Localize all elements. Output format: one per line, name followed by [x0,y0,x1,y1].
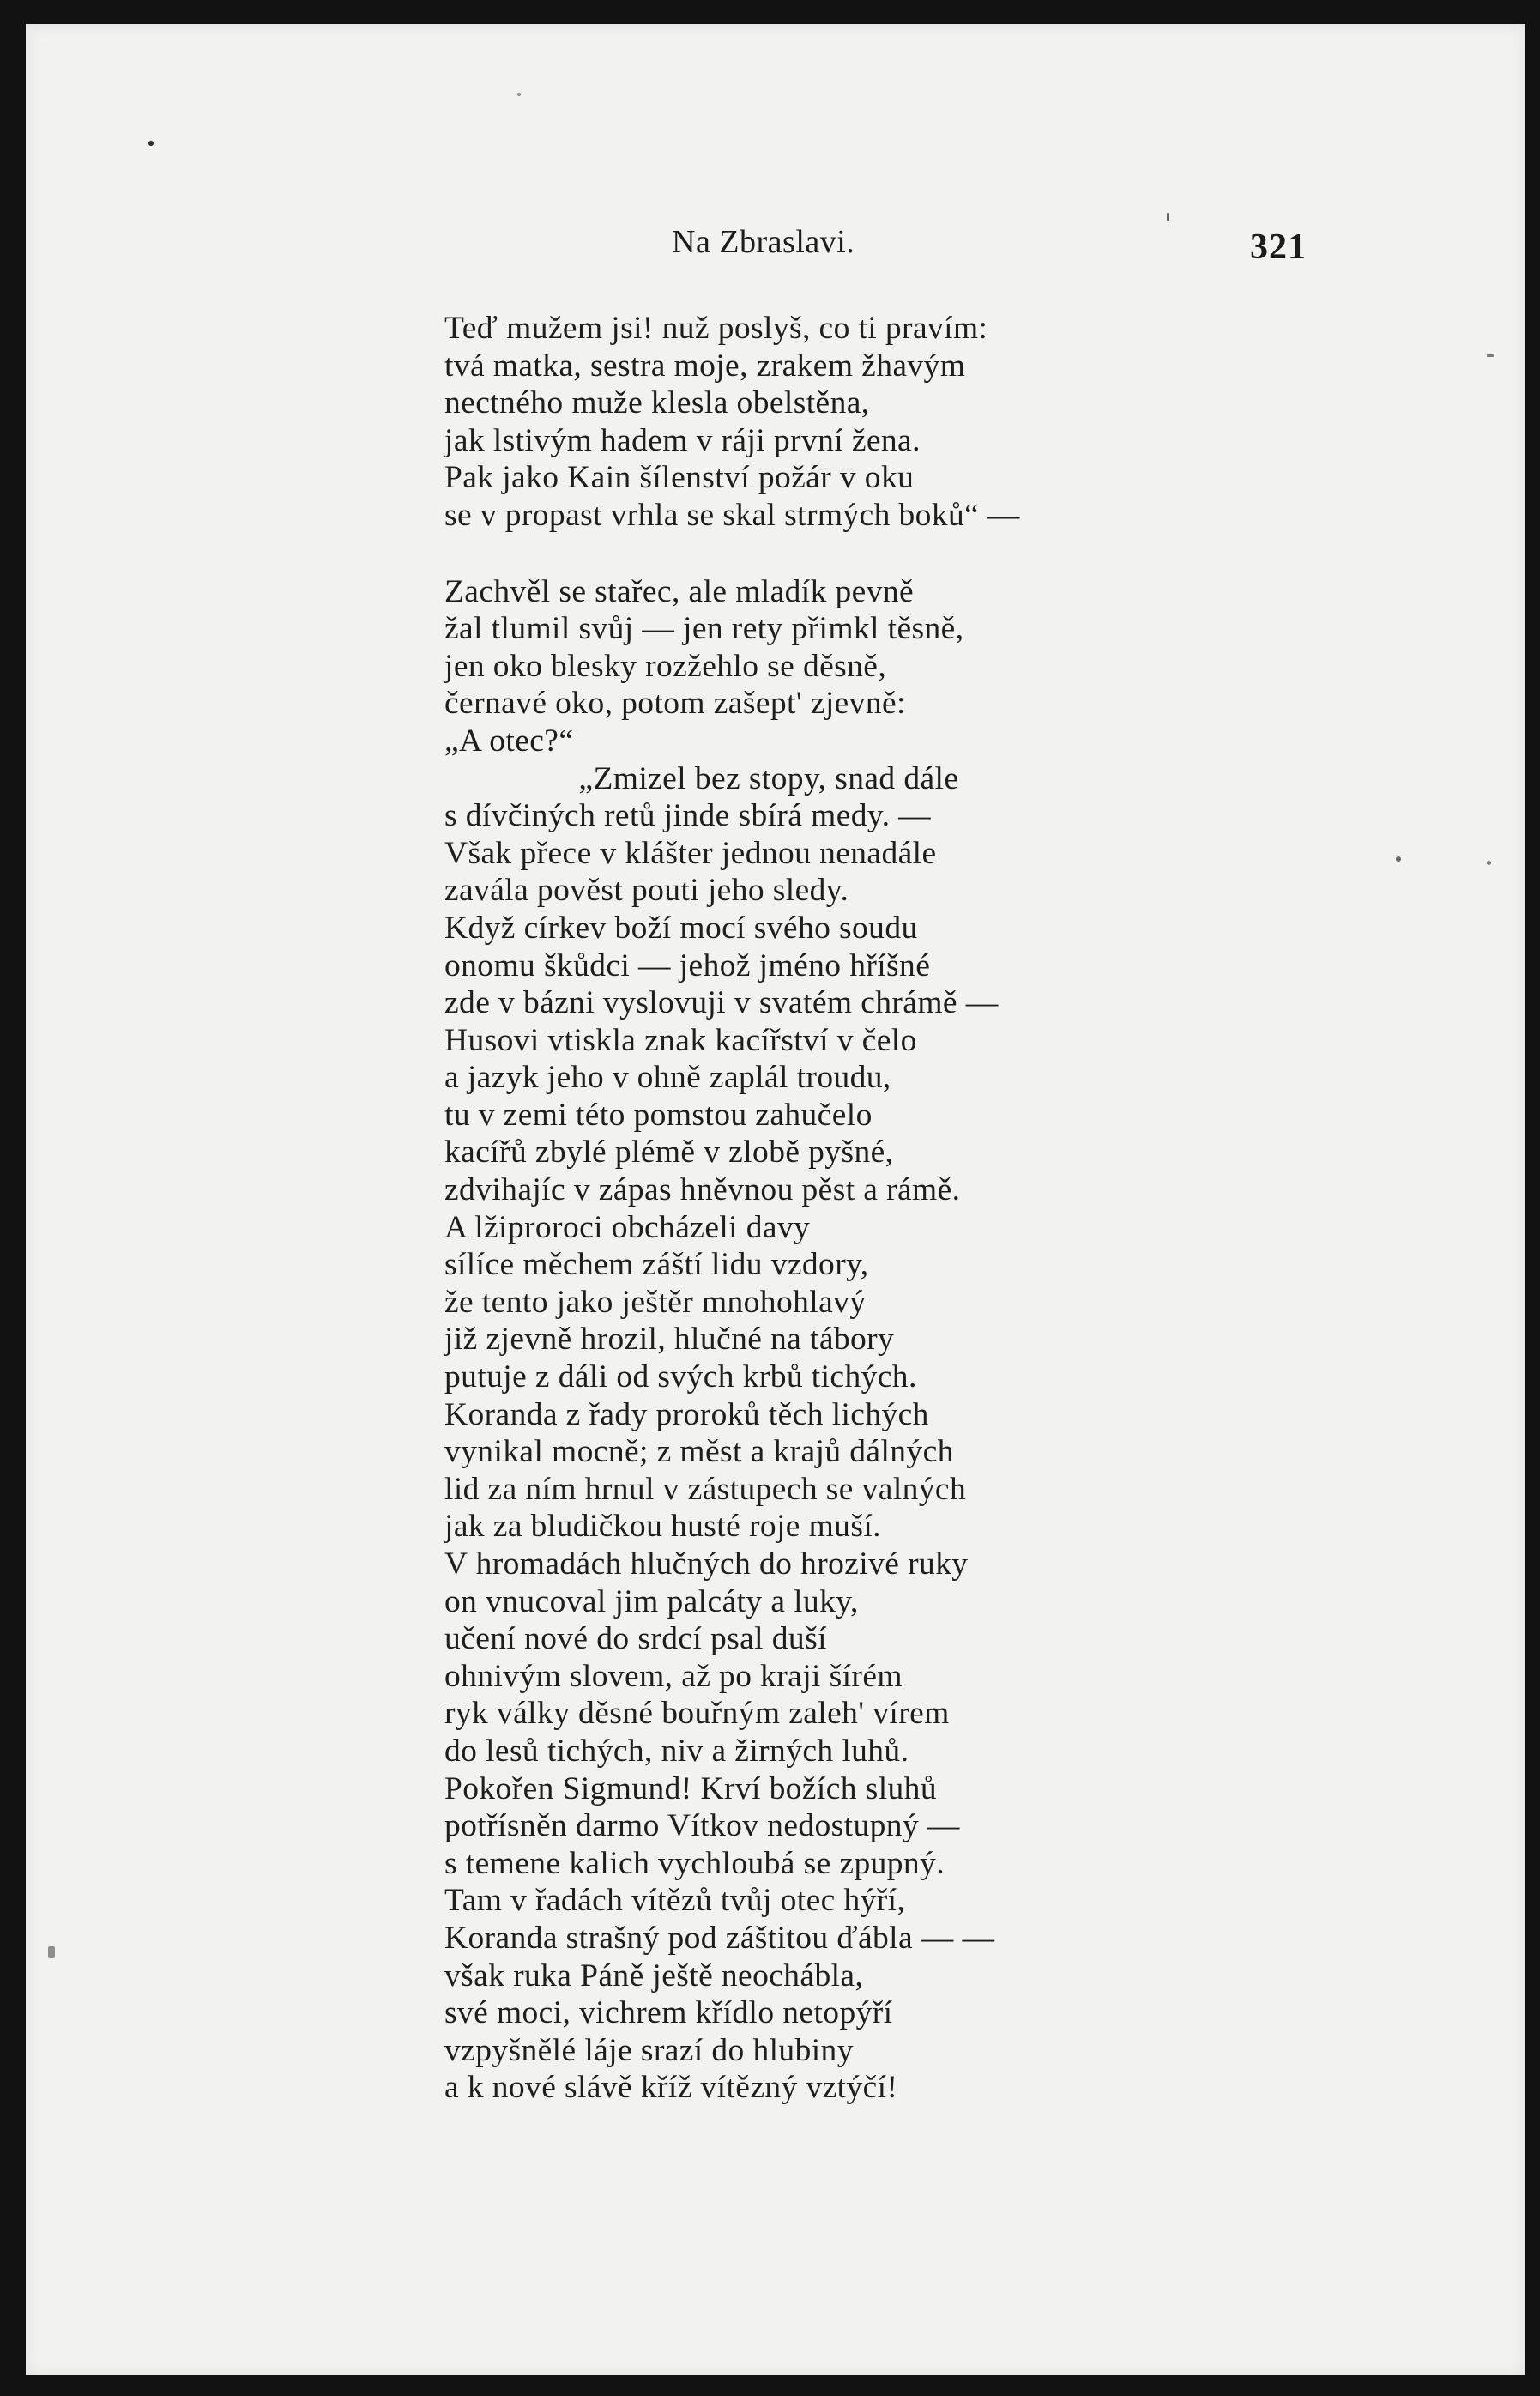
verse-line: Koranda z řady proroků těch lichých [444,1396,929,1432]
verse-line: a jazyk jeho v ohně zaplál troudu, [444,1060,891,1096]
verse-line: A lžiproroci obcházeli davy [444,1209,811,1245]
verse-line: do lesů tichých, niv a žirných luhů. [444,1733,909,1769]
ink-speck [1487,861,1491,865]
ink-speck [1167,213,1169,221]
verse-line: s temene kalich vychloubá se zpupný. [444,1845,945,1881]
verse-line: Když církev boží mocí svého soudu [444,910,918,946]
verse-line: jak lstivým hadem v ráji první žena. [444,422,921,458]
verse-line: učení nové do srdcí psal duší [444,1621,827,1657]
ink-speck [1487,354,1494,357]
verse-line: nectného muže klesla obelstěna, [444,385,870,421]
verse-line: zavála pověst pouti jeho sledy. [444,873,849,909]
verse-line: černavé oko, potom zašept' zjevně: [444,686,906,722]
running-head [26,223,1525,275]
verse-line: kacířů zbylé plémě v zlobě pyšné, [444,1134,894,1171]
book-page [26,24,1525,2375]
verse-line: Teď mužem jsi! nuž poslyš, co ti pravím: [444,311,988,346]
verse-line: jak za bludičkou husté roje muší. [444,1509,881,1545]
verse-line: on vnucoval jim palcáty a luky, [444,1583,859,1619]
verse-line: že tento jako ještěr mnohohlavý [444,1284,867,1320]
verse-line: Pokořen Sigmund! Krví božích sluhů [444,1770,937,1806]
poem-text [444,310,1474,2107]
verse-line: jen oko blesky rozžehlo se děsně, [444,648,887,684]
verse-line: ohnivým slovem, až po kraji šírém [444,1658,903,1694]
verse-line: „Zmizel bez stopy, snad dále [444,760,959,796]
page-number: 321 [1250,227,1307,267]
verse-line: Husovi vtiskla znak kacířství v čelo [444,1022,917,1058]
verse-line: Koranda strašný pod záštitou ďábla — — [444,1920,995,1956]
verse-line: Však přece v klášter jednou nenadále [444,835,937,871]
verse-line: a k nové slávě kříž vítězný vztýčí! [444,2070,898,2106]
verse-line: sílíce měchem záští lidu vzdory, [444,1247,869,1283]
verse-line: zde v bázni vyslovuji v svatém chrámě — [444,985,999,1021]
verse-line: již zjevně hrozil, hlučné na tábory [444,1322,895,1358]
verse-line: se v propast vrhla se skal strmých boků“ — [444,497,1020,533]
verse-line: onomu škůdci — jehož jméno hříšné [444,947,931,983]
verse-line: své moci, vichrem křídlo netopýří [444,1995,893,2031]
stanza [444,573,1474,2107]
verse-line: Zachvěl se stařec, ale mladík pevně [444,573,915,609]
ink-speck [148,141,154,146]
verse-line: Pak jako Kain šílenství požár v oku [444,460,915,496]
verse-line: V hromadách hlučných do hrozivé ruky [444,1546,969,1582]
verse-line: však ruka Páně ještě neochábla, [444,1957,864,1994]
verse-line: s dívčiných retů jinde sbírá medy. — [444,798,932,834]
verse-line: Tam v řadách vítězů tvůj otec hýří, [444,1883,906,1919]
ink-speck [517,93,521,96]
verse-line: vzpyšnělé láje srazí do hlubiny [444,2032,854,2068]
verse-line: tvá matka, sestra moje, zrakem žhavým [444,348,966,384]
stanza [444,310,1474,535]
running-title: Na Zbraslavi. [672,224,855,260]
verse-line: vynikal mocně; z měst a krajů dálných [444,1434,954,1470]
verse-line: lid za ním hrnul v zástupech se valných [444,1471,967,1507]
verse-line: „A otec?“ [444,723,574,759]
verse-line: zdvihajíc v zápas hněvnou pěst a rámě. [444,1172,961,1208]
verse-line: potřísněn darmo Vítkov nedostupný — [444,1808,960,1844]
ink-speck [48,1946,55,1958]
verse-line: tu v zemi této pomstou zahučelo [444,1097,873,1133]
verse-line: putuje z dáli od svých krbů tichých. [444,1359,917,1395]
verse-line: ryk války děsné bouřným zaleh' vírem [444,1696,950,1732]
verse-line: žal tlumil svůj — jen rety přimkl těsně, [444,611,964,647]
